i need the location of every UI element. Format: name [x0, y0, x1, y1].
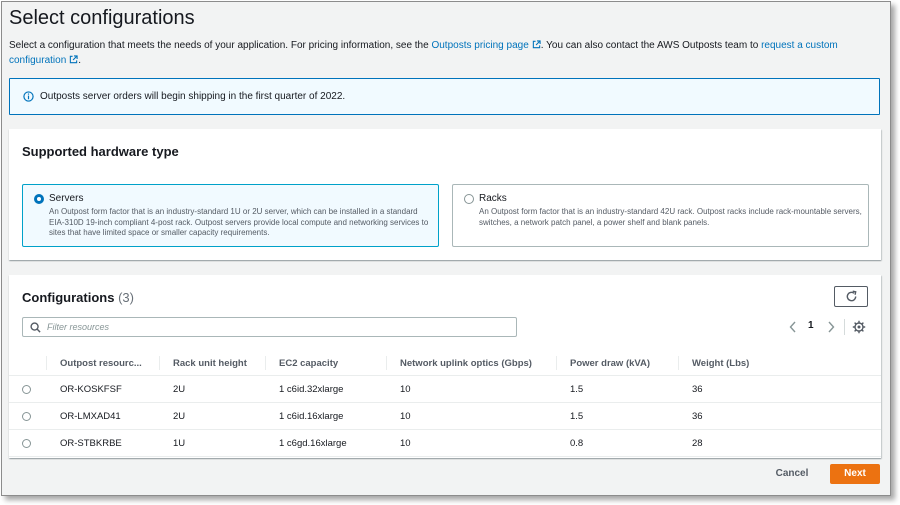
cell-ec2-capacity: 1 c6gd.16xlarge	[279, 438, 347, 449]
column-header-ec2-capacity[interactable]: EC2 capacity	[279, 358, 339, 369]
servers-description: An Outpost form factor that is an industry-standard 1U or 2U server, which can be installed in a standard EIA-310D 19-inch compliant 4-post rack. Outpost servers provide local compute and networking services to sites that have limited space or smaller capacity requirements.	[49, 207, 429, 237]
refresh-button[interactable]	[834, 286, 868, 307]
pricing-link-label: Outposts pricing page	[431, 40, 529, 51]
row-select-radio[interactable]	[22, 385, 31, 394]
hardware-type-heading: Supported hardware type	[22, 144, 179, 159]
column-divider	[159, 356, 160, 370]
page-number[interactable]: 1	[808, 320, 814, 331]
configurations-table	[9, 350, 881, 457]
racks-description: An Outpost form factor that is an industry-standard 42U rack. Outpost racks include rack-mountable servers, switches, a network patch panel, a power shelf and blank panels.	[479, 207, 862, 227]
column-header-outpost-resource[interactable]: Outpost resourc...	[60, 358, 142, 369]
table-row[interactable]	[9, 430, 881, 457]
external-link-icon	[69, 55, 78, 64]
cell-weight: 36	[692, 411, 703, 422]
intro-text	[9, 38, 879, 68]
intro-text-part2: . You can also contact the AWS Outposts team to	[540, 40, 762, 51]
configurations-panel	[9, 275, 881, 458]
cell-power-draw: 1.5	[570, 411, 584, 422]
filter-resources-input[interactable]	[47, 320, 507, 334]
column-header-network-uplink[interactable]: Network uplink optics (Gbps)	[400, 358, 532, 369]
cell-outpost-resource: OR-STBKRBE	[60, 438, 122, 449]
pager-divider	[844, 319, 845, 335]
column-header-weight[interactable]: Weight (Lbs)	[692, 358, 750, 369]
intro-text-part1: Select a configuration that meets the needs of your application. For pricing information, see the	[9, 40, 432, 51]
cell-weight: 36	[692, 384, 703, 395]
column-divider	[556, 356, 557, 370]
row-select-radio[interactable]	[22, 412, 31, 421]
hardware-option-racks[interactable]	[452, 184, 869, 247]
cell-ec2-capacity: 1 c6id.16xlarge	[279, 411, 344, 422]
servers-label: Servers	[49, 193, 84, 204]
console-page	[1, 1, 891, 496]
cell-power-draw: 1.5	[570, 384, 584, 395]
page-title: Select configurations	[9, 7, 195, 29]
refresh-icon	[845, 290, 858, 303]
info-icon	[23, 91, 34, 102]
racks-label: Racks	[479, 193, 507, 204]
table-row[interactable]	[9, 376, 881, 403]
gear-icon[interactable]	[852, 320, 866, 334]
cell-network-uplink: 10	[400, 438, 411, 449]
cell-weight: 28	[692, 438, 703, 449]
row-select-radio[interactable]	[22, 439, 31, 448]
hardware-type-panel	[9, 129, 881, 260]
column-divider	[265, 356, 266, 370]
hardware-option-servers[interactable]	[22, 184, 439, 247]
column-divider	[678, 356, 679, 370]
racks-radio[interactable]	[464, 194, 474, 204]
cell-rack-unit-height: 2U	[173, 384, 186, 395]
configurations-title: Configurations	[22, 290, 115, 305]
cancel-button[interactable]: Cancel	[775, 468, 809, 479]
servers-radio[interactable]	[34, 194, 44, 204]
column-divider	[386, 356, 387, 370]
next-button[interactable]: Next	[830, 464, 880, 484]
cell-network-uplink: 10	[400, 384, 411, 395]
intro-text-part3: .	[78, 55, 82, 66]
table-row[interactable]	[9, 403, 881, 430]
chevron-right-icon[interactable]	[826, 320, 836, 334]
cell-network-uplink: 10	[400, 411, 411, 422]
cell-power-draw: 0.8	[570, 438, 584, 449]
pricing-link[interactable]	[431, 40, 540, 51]
cell-rack-unit-height: 2U	[173, 411, 186, 422]
cell-ec2-capacity: 1 c6id.32xlarge	[279, 384, 344, 395]
table-header	[9, 350, 881, 376]
configurations-count: (3)	[118, 290, 134, 305]
cell-outpost-resource: OR-KOSKFSF	[60, 384, 122, 395]
configurations-heading	[22, 290, 134, 305]
chevron-left-icon[interactable]	[788, 320, 798, 334]
cell-outpost-resource: OR-LMXAD41	[60, 411, 121, 422]
info-alert	[9, 78, 880, 115]
column-header-rack-unit-height[interactable]: Rack unit height	[173, 358, 247, 369]
search-icon	[30, 322, 41, 333]
cell-rack-unit-height: 1U	[173, 438, 186, 449]
external-link-icon	[532, 40, 541, 49]
column-header-power-draw[interactable]: Power draw (kVA)	[570, 358, 651, 369]
custom-configuration-link-label: request a custom configuration	[9, 40, 838, 66]
filter-resources-field[interactable]	[22, 317, 517, 337]
alert-text: Outposts server orders will begin shipping in the first quarter of 2022.	[40, 91, 346, 102]
column-divider	[46, 356, 47, 370]
